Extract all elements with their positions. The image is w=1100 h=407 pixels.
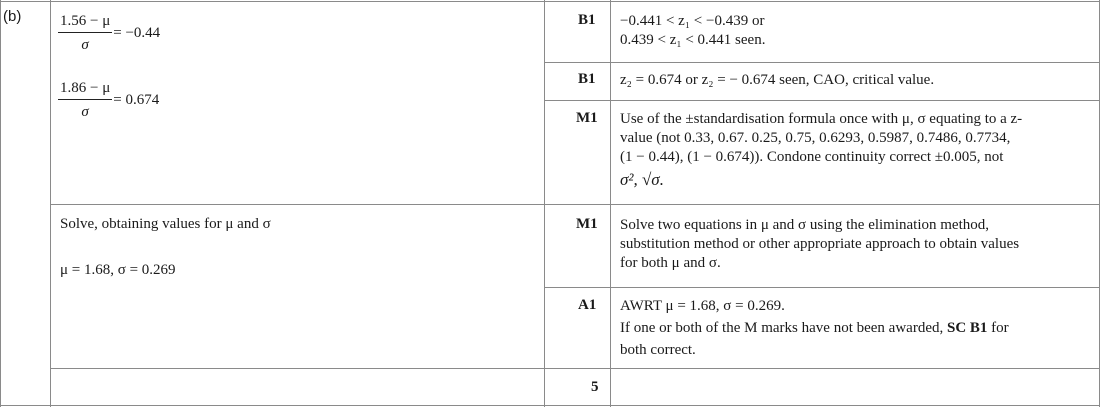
fraction-bar [58,99,112,100]
row-line-4 [544,287,1100,288]
guidance-row-4-line-1: Solve two equations in μ and σ using the elimination method, [620,217,990,233]
equation-2 [58,80,159,120]
result-values: μ = 1.68, σ = 0.269 [60,262,176,278]
row-line-1 [544,62,1100,63]
guidance-row-5-line-2-text: If one or both of the M marks have not been awarded, [620,320,947,336]
equation-2-denominator: σ [81,104,89,120]
guidance-row-4-line-3: for both μ and σ. [620,255,721,271]
part-label: (b) [3,8,22,25]
row-line-top [0,1,1100,2]
mark-row-5: A1 [578,297,597,313]
mark-row-1: B1 [578,12,596,28]
guidance-row-1-line-2: 0.439 < z₁ < 0.441 seen. [620,32,766,48]
fraction-bar [58,32,112,33]
row-line-2 [544,100,1100,101]
guidance-row-3-line-1: Use of the ±standardisation formula once with μ, σ equating to a z- [620,111,1023,127]
guidance-row-4-line-2: substitution method or other appropriate approach to obtain values [620,236,1020,252]
guidance-row-2-line-1: z₂ = 0.674 or z₂ = − 0.674 seen, CAO, critical value. [620,72,935,88]
guidance-row-5-line-2 [620,319,1009,338]
equation-2-numerator: 1.86 − μ [60,80,111,96]
equation-1-numerator: 1.56 − μ [60,13,111,29]
guidance-row-5-line-2-tail: for [987,320,1009,336]
row-line-3 [50,204,1100,205]
mark-row-3: M1 [576,110,598,126]
equation-1 [58,13,160,53]
mark-total: 5 [591,379,599,395]
guidance-row-3-line-2: value (not 0.33, 0.67. 0.25, 0.75, 0.6293, 0.5987, 0.7486, 0.7734, [620,130,1011,146]
table-border-left [0,0,1,407]
mark-row-2: B1 [578,71,596,87]
solve-instruction: Solve, obtaining values for μ and σ [60,216,271,232]
equation-2-rhs: = 0.674 [113,91,160,108]
special-case-bold: SC B1 [946,320,988,336]
equation-1-rhs: = −0.44 [113,24,161,41]
guidance-row-5-line-1: AWRT μ = 1.68, σ = 0.269. [620,298,785,314]
guidance-row-3-line-4: σ², √σ. [620,170,664,189]
row-line-5 [50,368,1100,369]
equation-1-denominator: σ [81,37,89,53]
guidance-row-1-line-1: −0.441 < z₁ < −0.439 or [620,13,765,29]
row-line-bottom [0,405,1100,406]
guidance-row-3-line-3: (1 − 0.44), (1 − 0.674)). Condone continuity correct ±0.005, not [620,149,1004,165]
guidance-row-5-line-3: both correct. [620,342,696,358]
mark-row-4: M1 [576,216,598,232]
